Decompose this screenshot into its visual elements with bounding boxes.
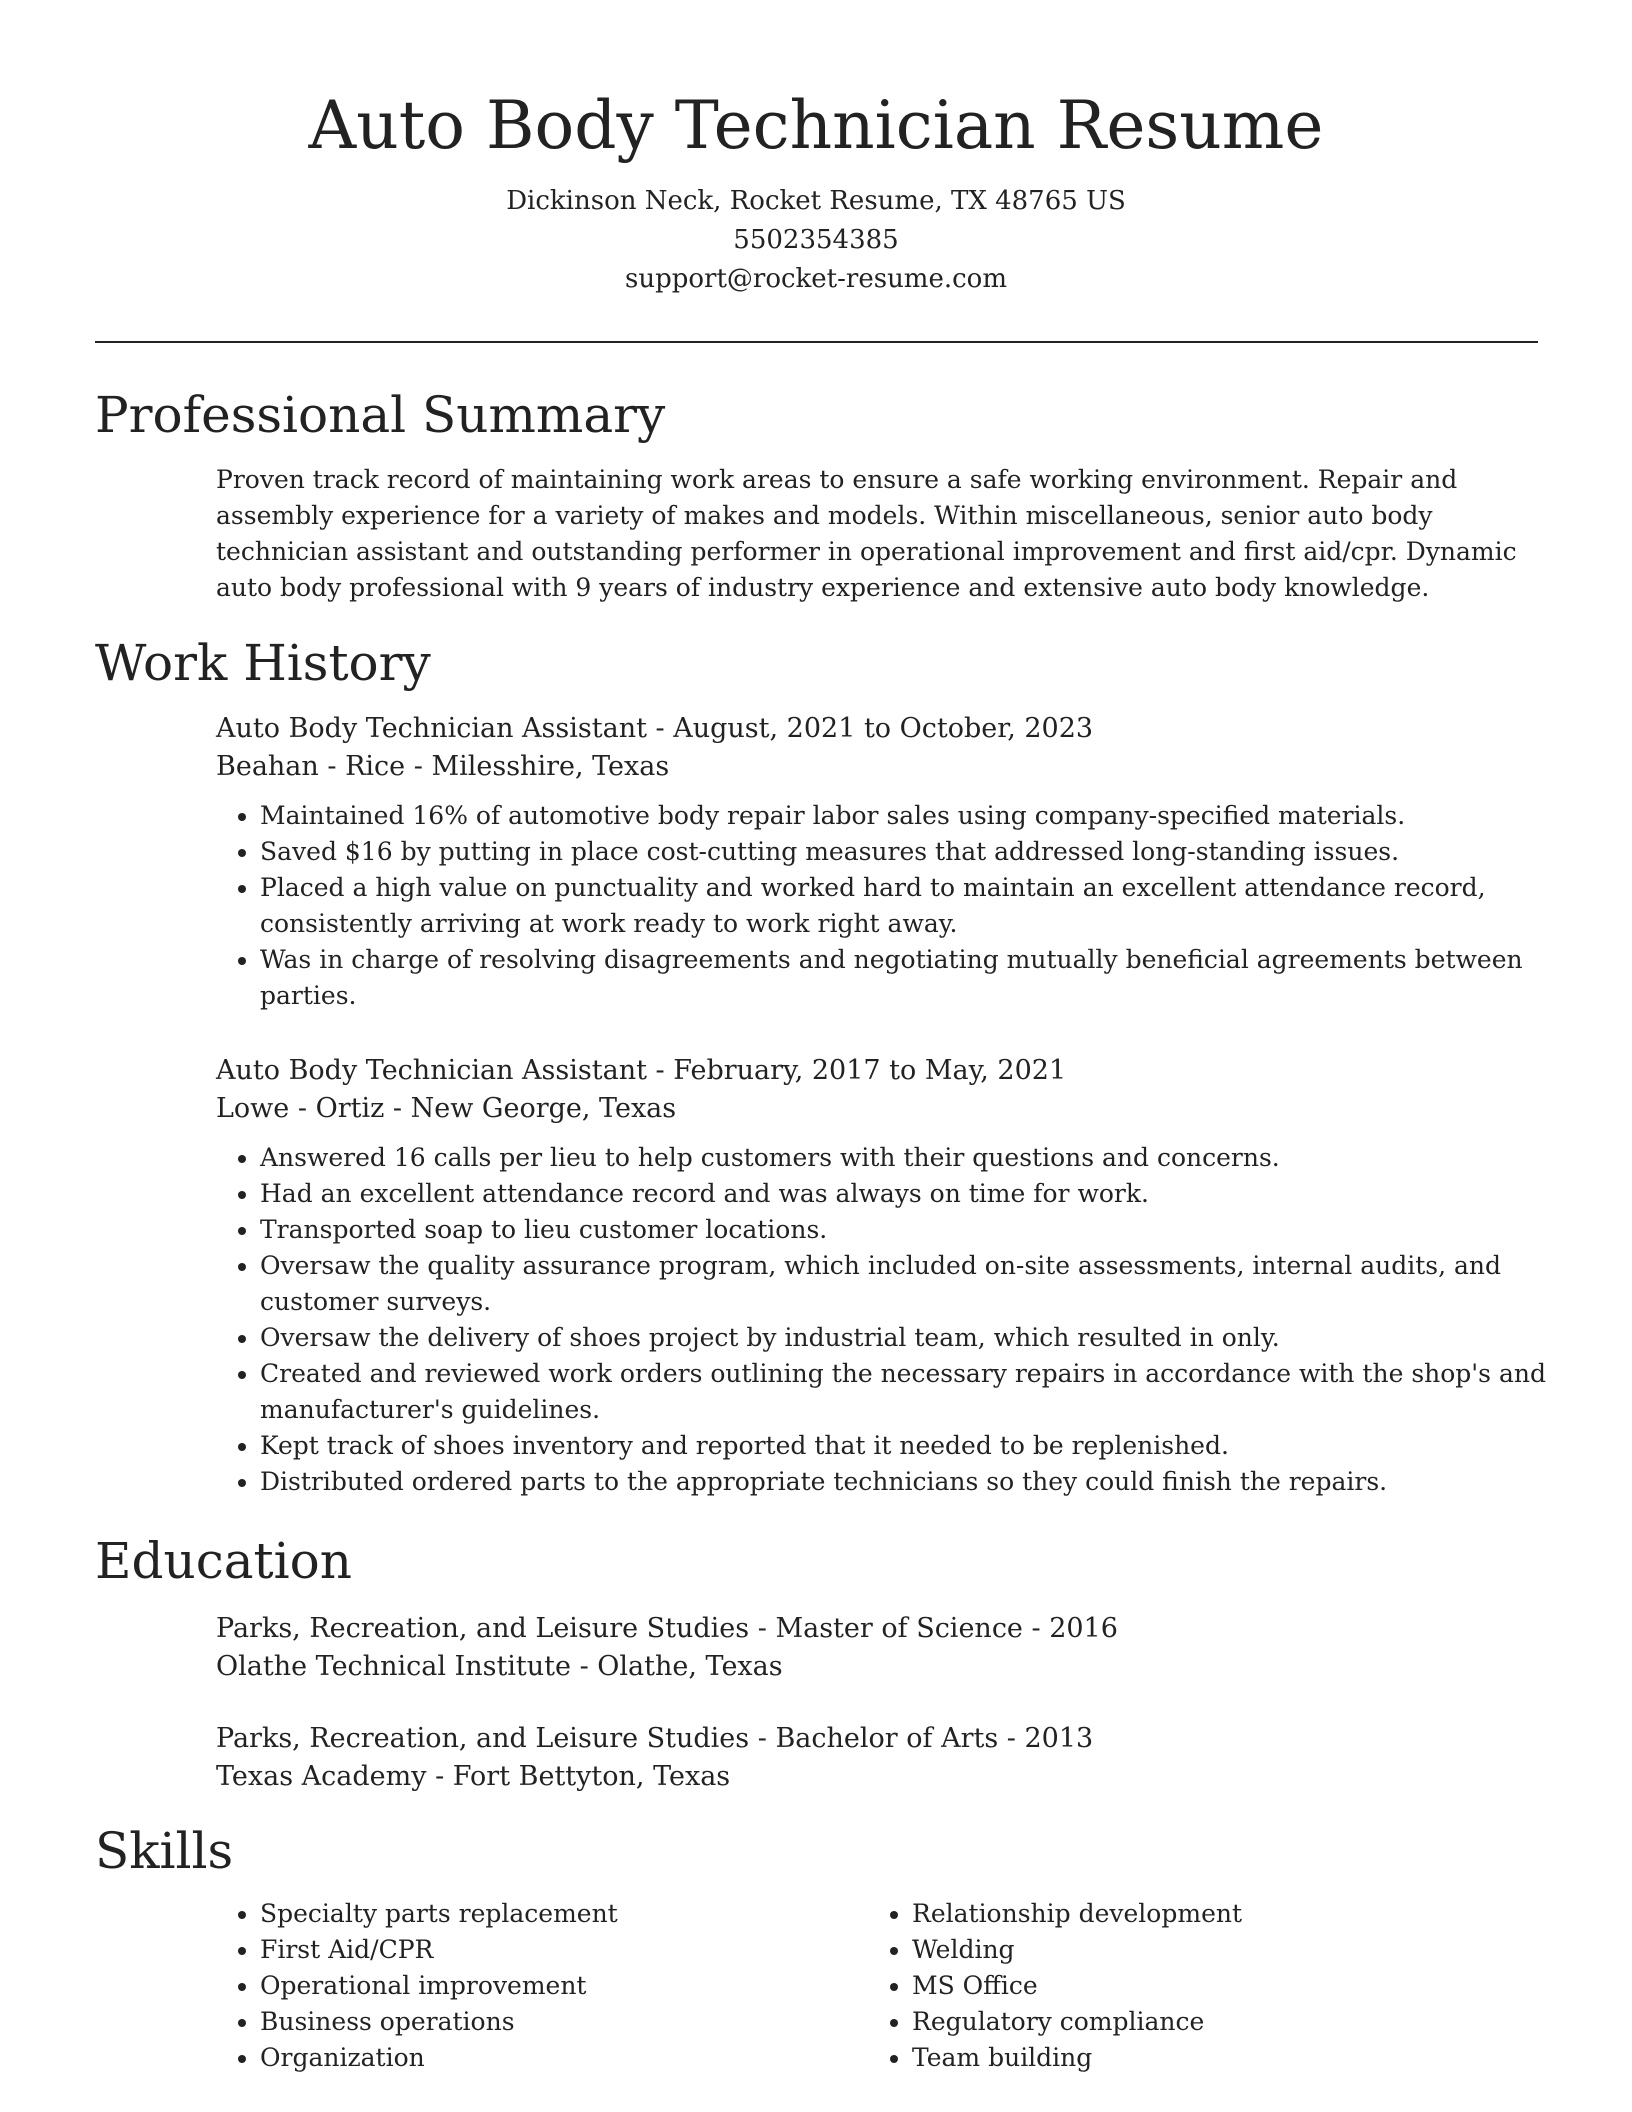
job-bullet: • Transported soap to lieu customer locations. bbox=[260, 1212, 1546, 1248]
skills-list bbox=[216, 1896, 816, 2076]
job-title-line bbox=[216, 710, 1546, 748]
education-field: Parks, Recreation, and Leisure Studies bbox=[216, 1723, 750, 1754]
education-degree-line bbox=[216, 1610, 1546, 1648]
skill-item: • Team building bbox=[912, 2040, 1468, 2076]
section-title-work-history: Work History bbox=[95, 634, 431, 692]
job-title: Auto Body Technician Assistant bbox=[216, 1055, 647, 1086]
job-title-line bbox=[216, 1052, 1546, 1090]
job-bullet: • Was in charge of resolving disagreements and negotiating mutually beneficial agreements between parties. bbox=[260, 942, 1546, 1014]
job-company-line bbox=[216, 748, 1546, 786]
summary-text: Proven track record of maintaining work areas to ensure a safe working environment. Repair and assembly experience for a variety of makes and models. Within miscellaneous, senior auto body technician assistant and outstanding performer in operational improvement and first aid/cpr. Dynamic auto body professional with 9 years of industry experience and extensive auto body knowledge. bbox=[216, 465, 1517, 602]
skill-item: • Relationship development bbox=[912, 1896, 1468, 1932]
job-bullet: • Distributed ordered parts to the appropriate technicians so they could finish the repairs. bbox=[260, 1464, 1546, 1500]
job-bullet: • Oversaw the delivery of shoes project by industrial team, which resulted in only. bbox=[260, 1320, 1546, 1356]
education-school: Texas Academy bbox=[216, 1761, 427, 1792]
job-bullet: • Created and reviewed work orders outlining the necessary repairs in accordance with the shop's and manufacturer's guidelines. bbox=[260, 1356, 1546, 1428]
section-title-summary: Professional Summary bbox=[95, 386, 666, 444]
skills-column-right bbox=[868, 1896, 1468, 2076]
job-bullet: • Saved $16 by putting in place cost-cutting measures that addressed long-standing issues. bbox=[260, 834, 1546, 870]
job-bullet: • Had an excellent attendance record and was always on time for work. bbox=[260, 1176, 1546, 1212]
skill-item: • Regulatory compliance bbox=[912, 2004, 1468, 2040]
contact-block bbox=[0, 182, 1632, 299]
education-entry bbox=[216, 1610, 1546, 1686]
skill-item: • Organization bbox=[260, 2040, 816, 2076]
education-location: - Olathe, Texas bbox=[571, 1651, 783, 1682]
contact-address: Dickinson Neck, Rocket Resume, TX 48765 US bbox=[506, 186, 1126, 216]
job-bullet: • Answered 16 calls per lieu to help customers with their questions and concerns. bbox=[260, 1140, 1546, 1176]
education-degree: - Master of Science - 2016 bbox=[749, 1613, 1118, 1644]
job-bullet: • Kept track of shoes inventory and reported that it needed to be replenished. bbox=[260, 1428, 1546, 1464]
resume-title: Auto Body Technician Resume bbox=[308, 87, 1324, 164]
section-title-skills: Skills bbox=[95, 1822, 234, 1880]
education-school: Olathe Technical Institute bbox=[216, 1651, 571, 1682]
education-school-line bbox=[216, 1758, 1546, 1796]
education-location: - Fort Bettyton, Texas bbox=[426, 1761, 731, 1792]
skill-item: • MS Office bbox=[912, 1968, 1468, 2004]
skill-item: • Operational improvement bbox=[260, 1968, 816, 2004]
job-bullet: • Maintained 16% of automotive body repair labor sales using company-specified materials. bbox=[260, 798, 1546, 834]
job-company: Beahan - Rice bbox=[216, 751, 406, 782]
job-bullet: • Oversaw the quality assurance program, which included on-site assessments, internal audits, and customer surveys. bbox=[260, 1248, 1546, 1320]
job-dates: - August, 2021 to October, 2023 bbox=[646, 713, 1094, 744]
job-bullet: • Placed a high value on punctuality and worked hard to maintain an excellent attendance record, consistently arriving at work ready to work right away. bbox=[260, 870, 1546, 942]
skills-list bbox=[868, 1896, 1468, 2076]
section-title-education: Education bbox=[95, 1532, 352, 1590]
skill-item: • First Aid/CPR bbox=[260, 1932, 816, 1968]
job-location: - New George, Texas bbox=[384, 1093, 677, 1124]
education-field: Parks, Recreation, and Leisure Studies bbox=[216, 1613, 750, 1644]
resume-header bbox=[0, 84, 1632, 299]
education-entry bbox=[216, 1720, 1546, 1796]
job-bullets bbox=[216, 798, 1546, 1014]
contact-phone: 5502354385 bbox=[733, 225, 899, 255]
job-entry bbox=[216, 710, 1546, 1014]
education-school-line bbox=[216, 1648, 1546, 1686]
skill-item: • Specialty parts replacement bbox=[260, 1896, 816, 1932]
contact-email: support@rocket-resume.com bbox=[624, 264, 1007, 294]
job-dates: - February, 2017 to May, 2021 bbox=[646, 1055, 1067, 1086]
job-company-line bbox=[216, 1090, 1546, 1128]
education-degree: - Bachelor of Arts - 2013 bbox=[749, 1723, 1094, 1754]
job-entry bbox=[216, 1052, 1546, 1500]
header-divider bbox=[95, 341, 1538, 343]
education-degree-line bbox=[216, 1720, 1546, 1758]
skills-column-left bbox=[216, 1896, 816, 2076]
job-title: Auto Body Technician Assistant bbox=[216, 713, 647, 744]
job-company: Lowe - Ortiz bbox=[216, 1093, 385, 1124]
job-bullets bbox=[216, 1140, 1546, 1500]
skill-item: • Welding bbox=[912, 1932, 1468, 1968]
job-location: - Milesshire, Texas bbox=[405, 751, 670, 782]
skill-item: • Business operations bbox=[260, 2004, 816, 2040]
